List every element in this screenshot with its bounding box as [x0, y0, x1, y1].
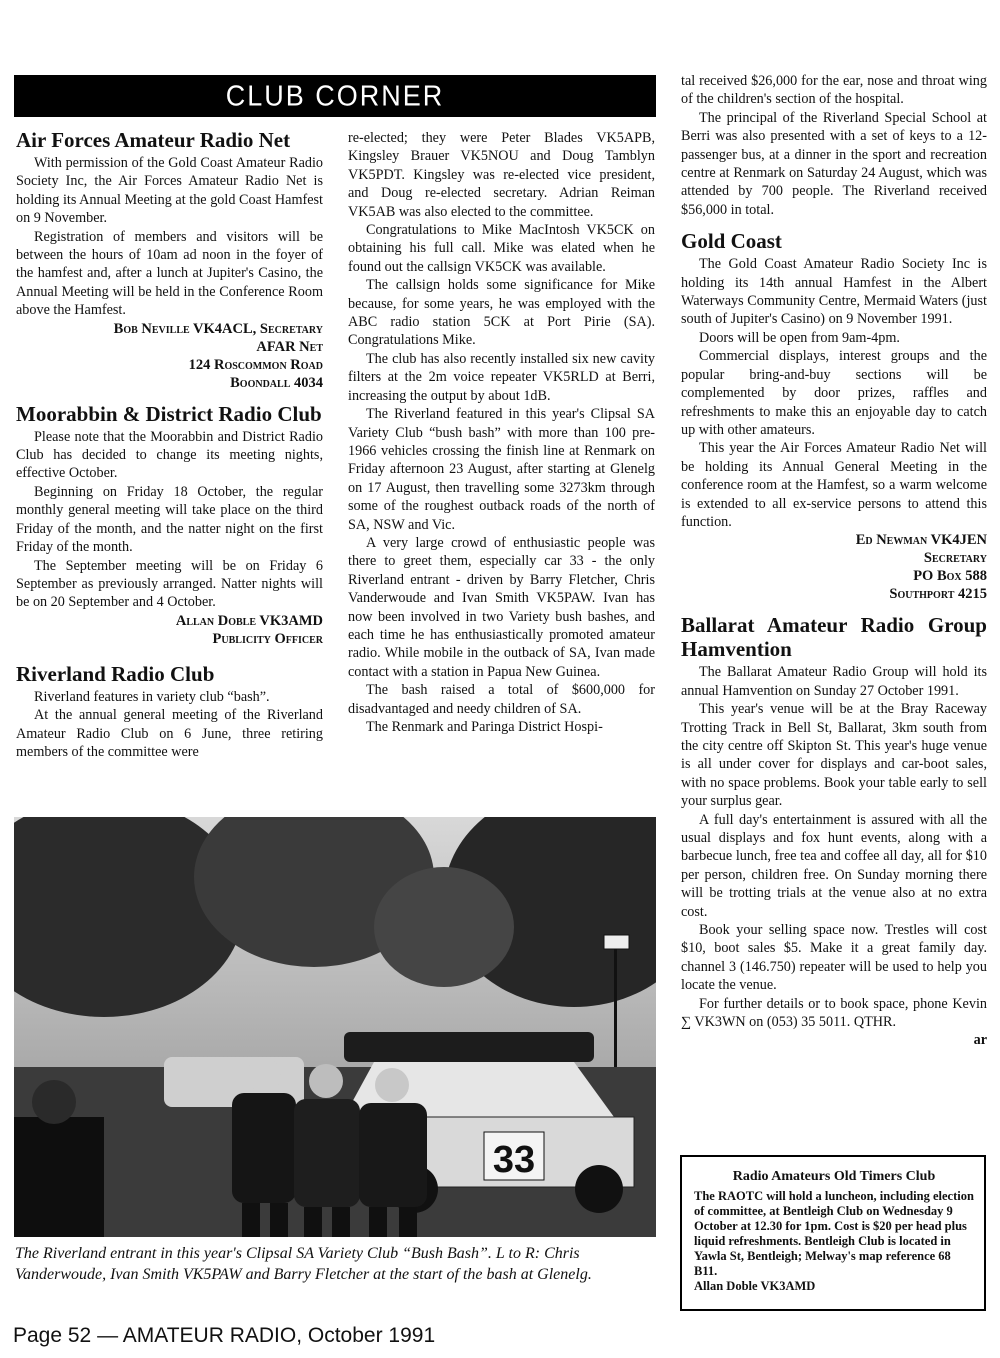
car-number: 33	[492, 1139, 536, 1181]
paragraph: The Renmark and Paringa District Hospi-	[366, 719, 603, 735]
paragraph: The callsign holds some significance for Mike because, for some years, he was employed with the ABC radio station 5CK at Port Pirie (SA). Congratulations Mike.	[348, 277, 655, 349]
article-title-ballarat: Ballarat Amateur Radio Group Hamvention	[681, 613, 987, 662]
footer-text: Page 52 — AMATEUR RADIO, October 1991	[13, 1324, 436, 1347]
paragraph: The Ballarat Amateur Radio Group will hold its annual Hamvention on Sunday 27 October 1991.	[681, 664, 987, 699]
paragraph: For further details or to book space, phone Kevin ∑ VK3WN on (053) 35 5011. QTHR.	[681, 995, 987, 1031]
signature-line: AFAR Net	[256, 338, 323, 355]
paragraph: At the annual general meeting of the Riverland Amateur Radio Club on 6 June, three retiring members of the committee were	[16, 707, 323, 760]
paragraph: The Riverland featured in this year's Clipsal SA Variety Club “bush bash” with more than 100 pre-1966 vehicles crossing the finish line at Renmark on Friday afternoon 23 August, after starting at Glenelg on 17 August, then travelling some 3273km through some of the roughest outback roads of the north of SA, NSW and Vic.	[348, 406, 655, 533]
column-3	[681, 72, 987, 1050]
paragraph: This year the Air Forces Amateur Radio Net will be holding its Annual General Meeting in the conference room at the Hamfest, so a warm welcome is extended to all ex-service persons to attend this function.	[681, 440, 987, 530]
photo-image	[14, 817, 656, 1237]
signature-gold-coast	[681, 531, 987, 603]
end-mark: ar	[973, 1032, 987, 1049]
paragraph: Congratulations to Mike MacIntosh VK5CK on obtaining his full call. Mike was elated when he found out the callsign VK5CK was available.	[348, 222, 655, 275]
signature-afar	[16, 320, 323, 392]
article-title-gold-coast: Gold Coast	[681, 229, 782, 254]
section-banner: CLUB CORNER	[14, 75, 656, 117]
article-title-riverland: Riverland Radio Club	[16, 661, 215, 686]
paragraph: The principal of the Riverland Special School at Berri was also presented with a set of keys to a 12-passenger bus, at a dinner in the sport and recreation centre at Renmark on Saturday 24 August, which was attended by 700 people. The Riverland received $56,000 in total.	[681, 109, 987, 218]
paragraph: The bash raised a total of $600,000 for disadvantaged and needy children of SA.	[348, 682, 655, 717]
article-title-moorabbin: Moorabbin & District Radio Club	[16, 401, 322, 426]
paragraph: The September meeting will be on Friday 6 September as previously arranged. Natter nights will be on 20 September and 4 October.	[16, 557, 323, 611]
photo-caption: The Riverland entrant in this year's Clipsal SA Variety Club “Bush Bash”. L to R: Chris Vanderwoude, Ivan Smith VK5PAW and Barry Fletcher at the start of the bash at Glenelg.	[15, 1245, 592, 1283]
paragraph: tal received $26,000 for the ear, nose and throat wing of the children's section of the hospital.	[681, 73, 987, 108]
signature-line: Publicity Officer	[212, 630, 323, 647]
notice-box-body: The RAOTC will hold a luncheon, including election of committee, at Bentleigh Club on Wednesday 9 October at 12.30 for 1pm. Cost is $20 per head plus liquid refreshments. Bentleigh Club is located in Yawla St, Bentleigh; Melway's map reference 68 B11.	[694, 1189, 974, 1278]
signature-line: Allan Doble VK3AMD	[175, 612, 323, 629]
page-footer	[13, 1324, 435, 1348]
paragraph: With permission of the Gold Coast Amateur Radio Society Inc, the Air Forces Amateur Radio Net is holding its Annual Meeting at the gold Coast Hamfest on 9 November.	[16, 155, 323, 227]
paragraph: Doors will be open from 9am-4pm.	[699, 329, 900, 346]
paragraph: Please note that the Moorabbin and District Radio Club has decided to change its meeting nights, effective October.	[16, 428, 323, 482]
notice-box-title: Radio Amateurs Old Timers Club	[732, 1169, 936, 1184]
paragraph: The club has also recently installed six new cavity filters at the 2m voice repeater VK5RLD at Berri, increasing the output by about 1dB.	[348, 350, 655, 404]
column-2	[348, 129, 655, 736]
paragraph: A very large crowd of enthusiastic people was there to greet them, especially car 33 - the only Riverland entrant - driven by Barry Fletcher, Chris Vanderwoude and Ivan Smith VK5PAW. Ivan has now been involved in two Variety bush bashes, and each time he has enthusiastically promoted amateur radio. While mobile in the outback of SA, Ivan made contact with a station in Papua New Guinea.	[348, 534, 655, 680]
signature-line: Bob Neville VK4ACL, Secretary	[113, 320, 323, 337]
paragraph: re-elected; they were Peter Blades VK5APB, Kingsley Brauer VK5NOU and Doug Tamblyn VK5PDT. Kingsley was re-elected vice president, and Doug re-elected secretary. Adrian Reiman VK5AB was also elected to the committee.	[348, 130, 655, 220]
signature-moorabbin	[16, 612, 323, 648]
signature-line: Secretary	[923, 550, 987, 567]
signature-line: Southport 4215	[889, 586, 987, 603]
paragraph: Beginning on Friday 18 October, the regular monthly general meeting will take place on the third Friday of the month, and the natter night on the first Friday of the month.	[16, 483, 323, 556]
paragraph: The Gold Coast Amateur Radio Society Inc is holding its 14th annual Hamfest in the Albert Waterways Community Centre, Mermaid Waters (just south of Jupiter's Casino) on 9 November 1991.	[681, 256, 987, 328]
paragraph: A full day's entertainment is assured with all the usual displays and fox hunt events, along with a barbecue lunch, free tea and coffee all day, all for $10 per person, children free. On Sunday morning there will be trotting trials at the venue also at no extra cost.	[681, 811, 987, 920]
notice-box-signature: Allan Doble VK3AMD	[694, 1279, 816, 1293]
column-1	[16, 124, 323, 761]
notice-box	[680, 1155, 986, 1311]
paragraph: Book your selling space now. Trestles will cost $10, boot sales $5. Make it a great family day. channel 3 (146.750) repeater will be used to help you locate the venue.	[681, 922, 987, 994]
paragraph: This year's venue will be at the Bray Raceway Trotting Track in Bell St, Ballarat, 3km south from the city centre off Skipton St. This year's huge venue is all under cover for displays and car-boot sales, with no space problems. Book your table early to sell your surplus gear.	[681, 701, 987, 810]
signature-line: PO Box 588	[913, 568, 987, 585]
signature-line: Ed Newman VK4JEN	[855, 532, 987, 549]
paragraph: Commercial displays, interest groups and the popular bring-and-buy sections will be complemented by door prizes, raffles and refreshments to make this an enjoyable day to catch up with other amateurs.	[681, 348, 987, 438]
signature-line: 124 Roscommon Road	[188, 356, 323, 373]
event-photo	[14, 817, 656, 1237]
article-title-afar: Air Forces Amateur Radio Net	[16, 128, 291, 152]
signature-line: Boondall 4034	[230, 374, 323, 391]
notice-box-content	[694, 1169, 974, 1294]
paragraph: Riverland features in variety club “bash”.	[34, 688, 270, 705]
paragraph: Registration of members and visitors will be between the hours of 10am ad noon in the foyer of the hamfest and, after a lunch at Jupiter's Casino, the Annual Meeting will be held in the Conference Room above the Hamfest.	[16, 228, 323, 319]
